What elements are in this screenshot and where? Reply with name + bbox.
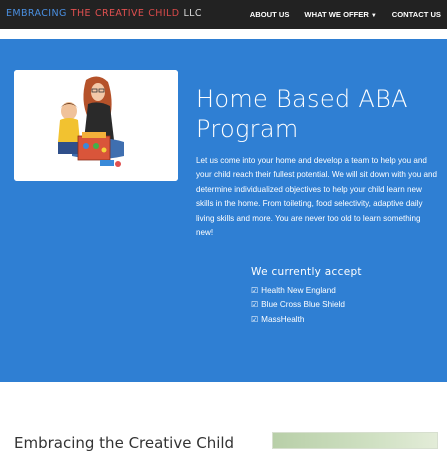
checkbox-check-icon: ☑ xyxy=(251,286,259,295)
brand-word: CHILD xyxy=(148,8,180,19)
brand-word: THE xyxy=(70,8,91,19)
insurer-name: MassHealth xyxy=(261,314,305,324)
brand-word: EMBRACING xyxy=(6,8,67,19)
nav-link-about-us[interactable]: ABOUT US xyxy=(249,10,290,19)
insurer-name: Health New England xyxy=(261,286,336,295)
nav-link-contact-us[interactable]: CONTACT US xyxy=(391,10,441,19)
nav-menu xyxy=(235,0,441,29)
list-item xyxy=(251,298,345,312)
list-item xyxy=(251,284,345,298)
caret-down-icon: ▼ xyxy=(370,13,377,19)
insurance-heading: We currently accept xyxy=(251,266,362,278)
top-navbar xyxy=(0,0,447,29)
insurer-name: Blue Cross Blue Shield xyxy=(261,300,345,310)
nav-link-label: WHAT WE OFFER xyxy=(304,10,369,19)
checkbox-check-icon: ☑ xyxy=(251,300,259,310)
nav-link-what-we-offer[interactable] xyxy=(304,10,376,19)
hero-photo-therapist-with-child xyxy=(14,70,178,181)
hero-description: Let us come into your home and develop a team to help you and your child reach their fullest potential. We will sit down with you and determine individualized objectives to help your child learn new skills in the home. From toileting, food selectivity, adaptive daily living skills and more. You are never too old to learn something new! xyxy=(196,156,437,238)
brand-word: LLC xyxy=(183,8,202,19)
hero-title: Home Based ABA Program xyxy=(196,85,408,143)
section-image xyxy=(272,432,438,449)
section-heading: Embracing the Creative Child xyxy=(14,434,235,452)
photo-illustration xyxy=(14,70,178,181)
hero-section xyxy=(0,39,447,382)
checkbox-check-icon: ☑ xyxy=(251,314,259,324)
list-item xyxy=(251,313,345,327)
brand-word: CREATIVE xyxy=(94,8,145,19)
insurance-list xyxy=(251,284,345,327)
site-brand-logo[interactable] xyxy=(6,8,206,19)
